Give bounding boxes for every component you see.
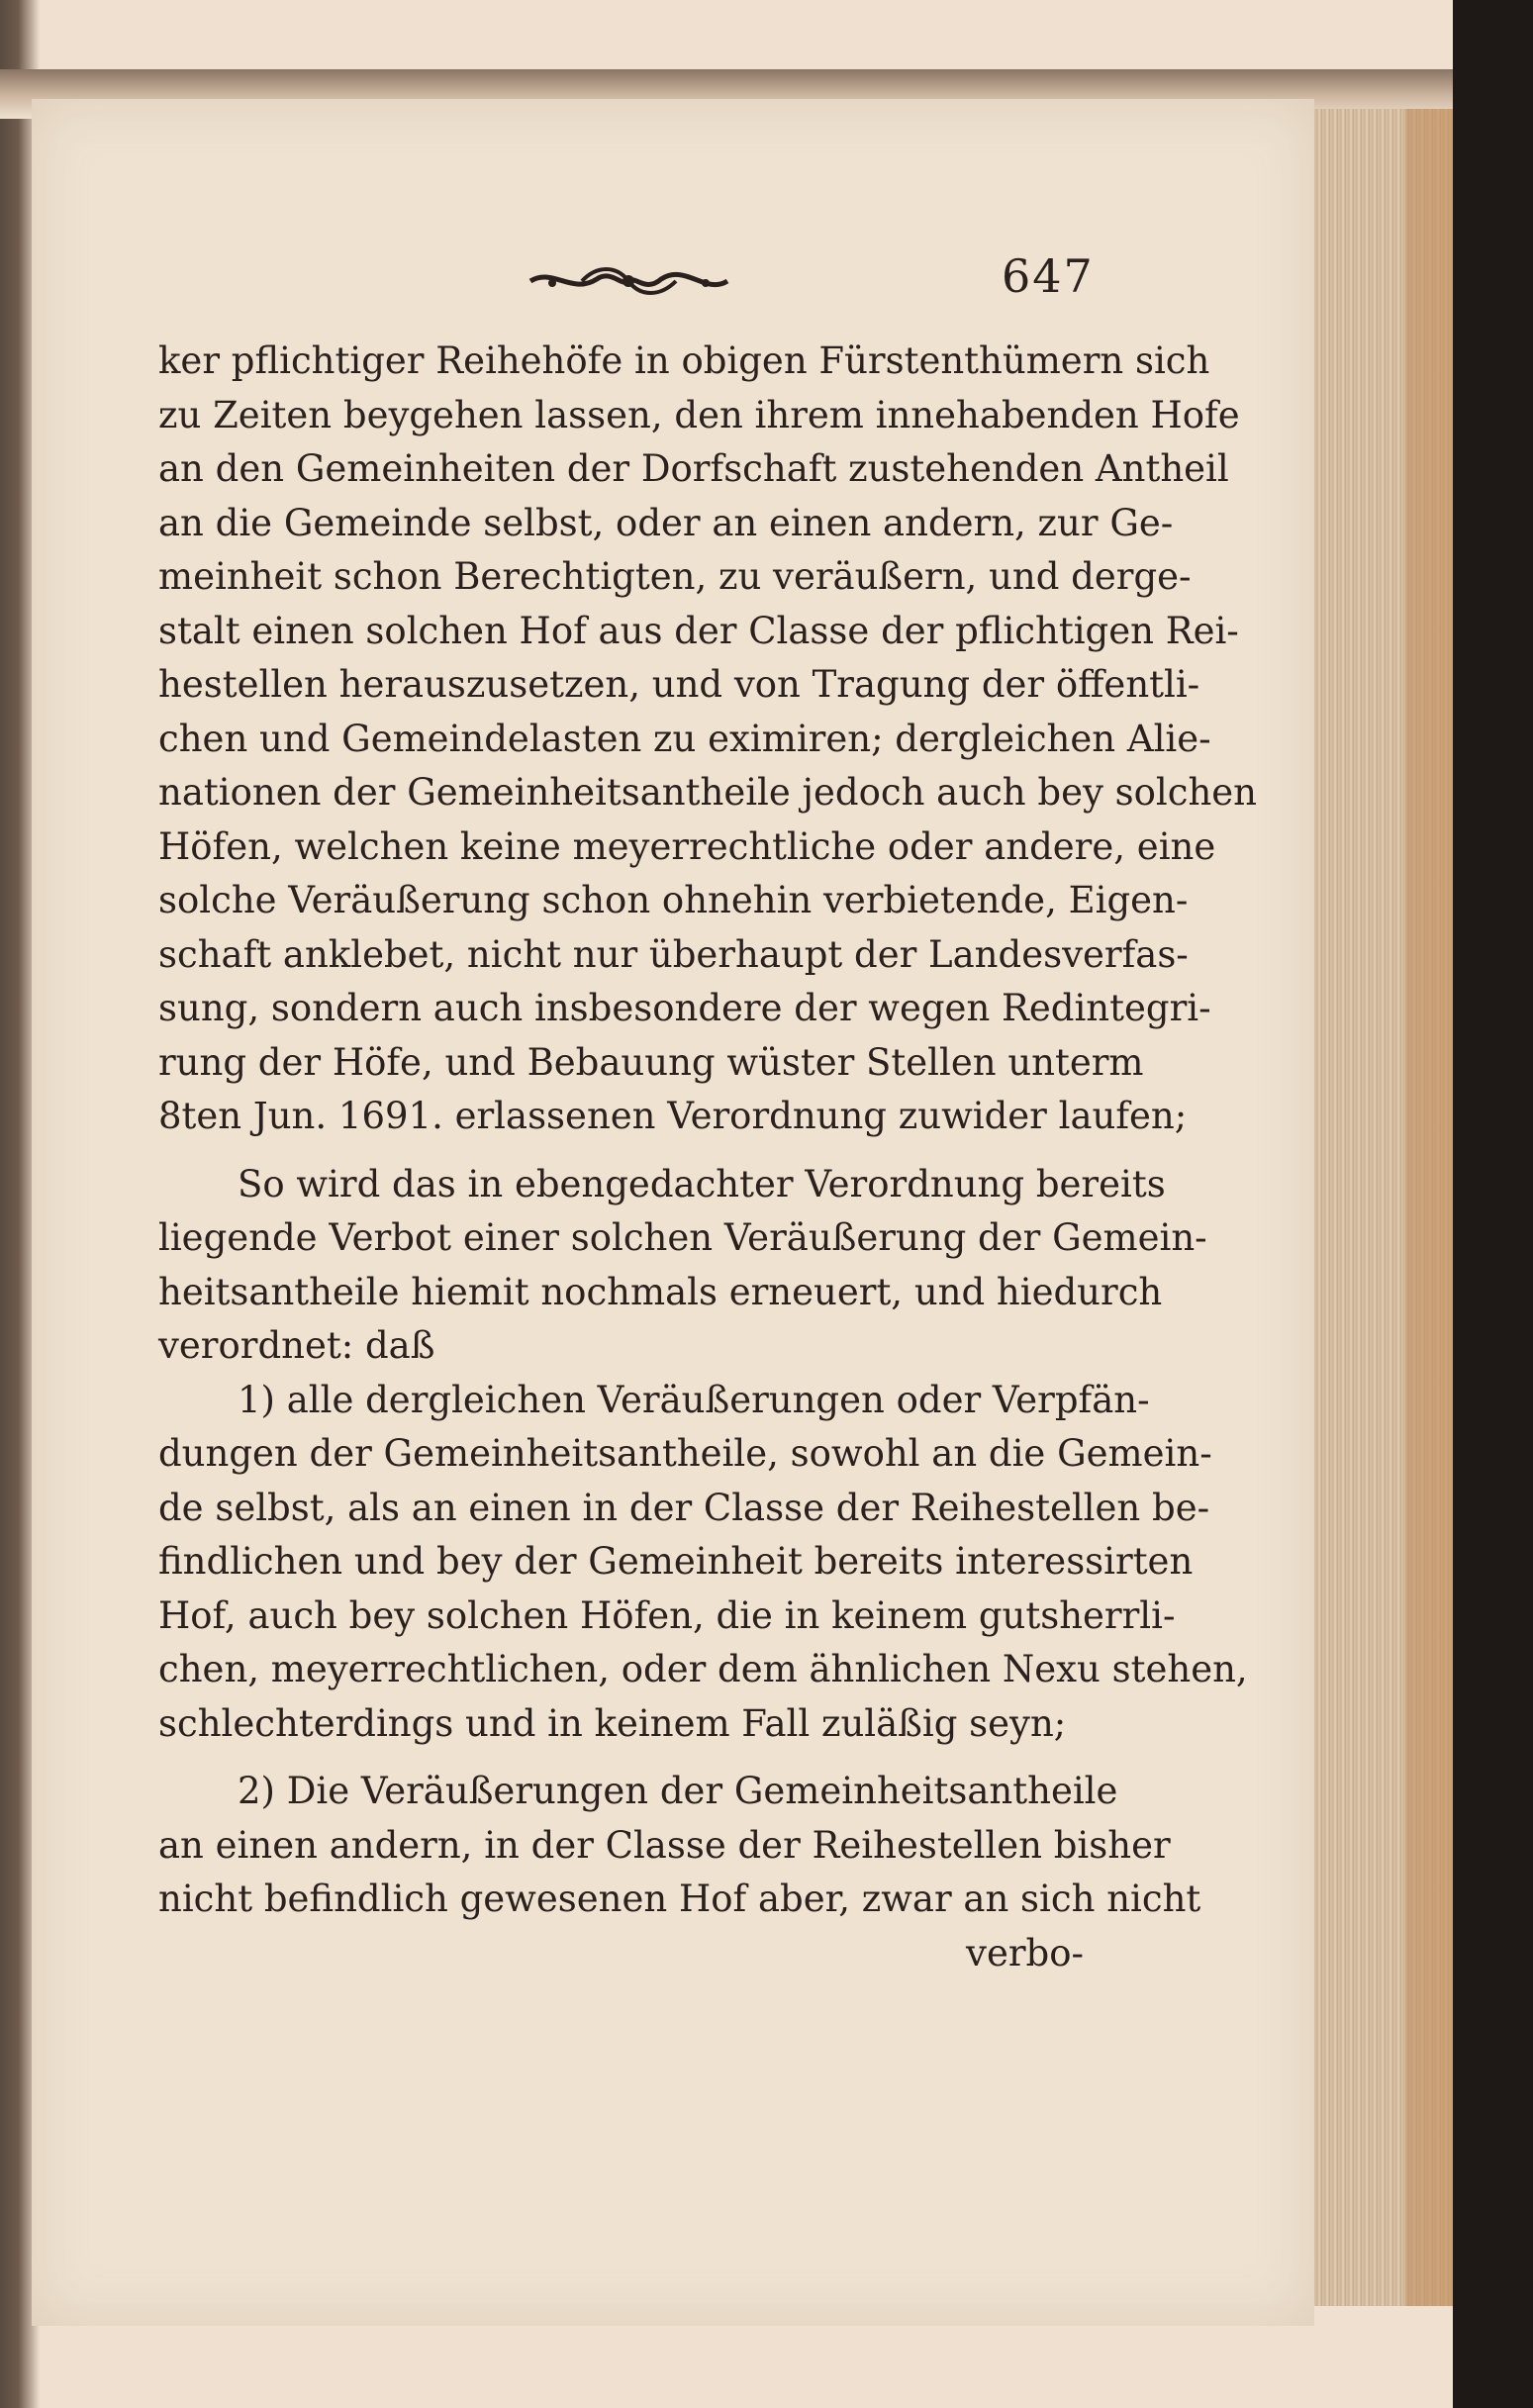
text-line: zu Zeiten beygehen lassen, den ihrem innehabenden Hofe — [158, 393, 1240, 436]
text-line: heitsantheile hiemit nochmals erneuert, und hiedurch — [158, 1270, 1163, 1313]
text-line: liegende Verbot einer solchen Veräußerung der Gemein- — [158, 1216, 1207, 1259]
text-line: chen und Gemeindelasten zu eximiren; dergleichen Alie- — [158, 717, 1211, 760]
text-line: 1) alle dergleichen Veräußerungen oder Verpfän- — [238, 1378, 1150, 1421]
text-line: Hof, auch bey solchen Höfen, die in keinem gutsherrli- — [158, 1593, 1176, 1637]
text-line: solche Veräußerung schon ohnehin verbietende, Eigen- — [158, 879, 1189, 921]
text-line: ker pflichtiger Reihehöfe in obigen Fürstenthümern sich — [158, 339, 1210, 382]
page-body-text — [158, 335, 1257, 1980]
text-line: sung, sondern auch insbesondere der wegen Redintegri- — [158, 987, 1211, 1029]
text-line: findlichen und bey der Gemeinheit bereits interessirten — [158, 1540, 1194, 1583]
text-line: Höfen, welchen keine meyerrechtliche oder andere, eine — [158, 824, 1216, 868]
text-line: an die Gemeinde selbst, oder an einen andern, zur Ge- — [158, 501, 1174, 544]
fore-edge-stain — [1405, 109, 1455, 2306]
text-line: an einen andern, in der Classe der Reihestellen bisher — [158, 1823, 1171, 1867]
page-number: 647 — [1002, 249, 1095, 303]
text-line: de selbst, als an einen in der Classe der Reihestellen be- — [158, 1486, 1210, 1529]
text-line: verordnet: daß — [158, 1324, 435, 1367]
text-line: So wird das in ebengedachter Verordnung bereits — [238, 1162, 1166, 1205]
text-line: schaft anklebet, nicht nur überhaupt der Landesverfas- — [158, 932, 1189, 976]
text-line: meinheit schon Berechtigten, zu veräußern, und derge- — [158, 555, 1192, 598]
text-line: 8ten Jun. 1691. erlassenen Verordnung zuwider laufen; — [158, 1095, 1188, 1137]
catchword: verbo- — [966, 1931, 1084, 1975]
text-line: stalt einen solchen Hof aus der Classe der pflichtigen Rei- — [158, 609, 1239, 652]
text-line: rung der Höfe, und Bebauung wüster Stellen unterm — [158, 1040, 1144, 1084]
text-line: schlechterdings und in keinem Fall zuläßig seyn; — [158, 1701, 1067, 1745]
text-line: dungen der Gemeinheitsantheile, sowohl an die Gemein- — [158, 1432, 1212, 1475]
text-line: nicht befindlich gewesenen Hof aber, zwar an sich nicht — [158, 1878, 1201, 1920]
printer-ornament-icon — [523, 257, 735, 305]
text-line: 2) Die Veräußerungen der Gemeinheitsantheile — [238, 1770, 1118, 1812]
text-line: nationen der Gemeinheitsantheile jedoch auch bey solchen — [158, 771, 1257, 814]
text-line: hestellen herauszusetzen, und von Tragung der öffentli- — [158, 663, 1200, 706]
text-line: an den Gemeinheiten der Dorfschaft zustehenden Antheil — [158, 447, 1229, 490]
background-dark — [1453, 0, 1533, 2408]
text-line: chen, meyerrechtlichen, oder dem ähnlichen Nexu stehen, — [158, 1648, 1248, 1690]
